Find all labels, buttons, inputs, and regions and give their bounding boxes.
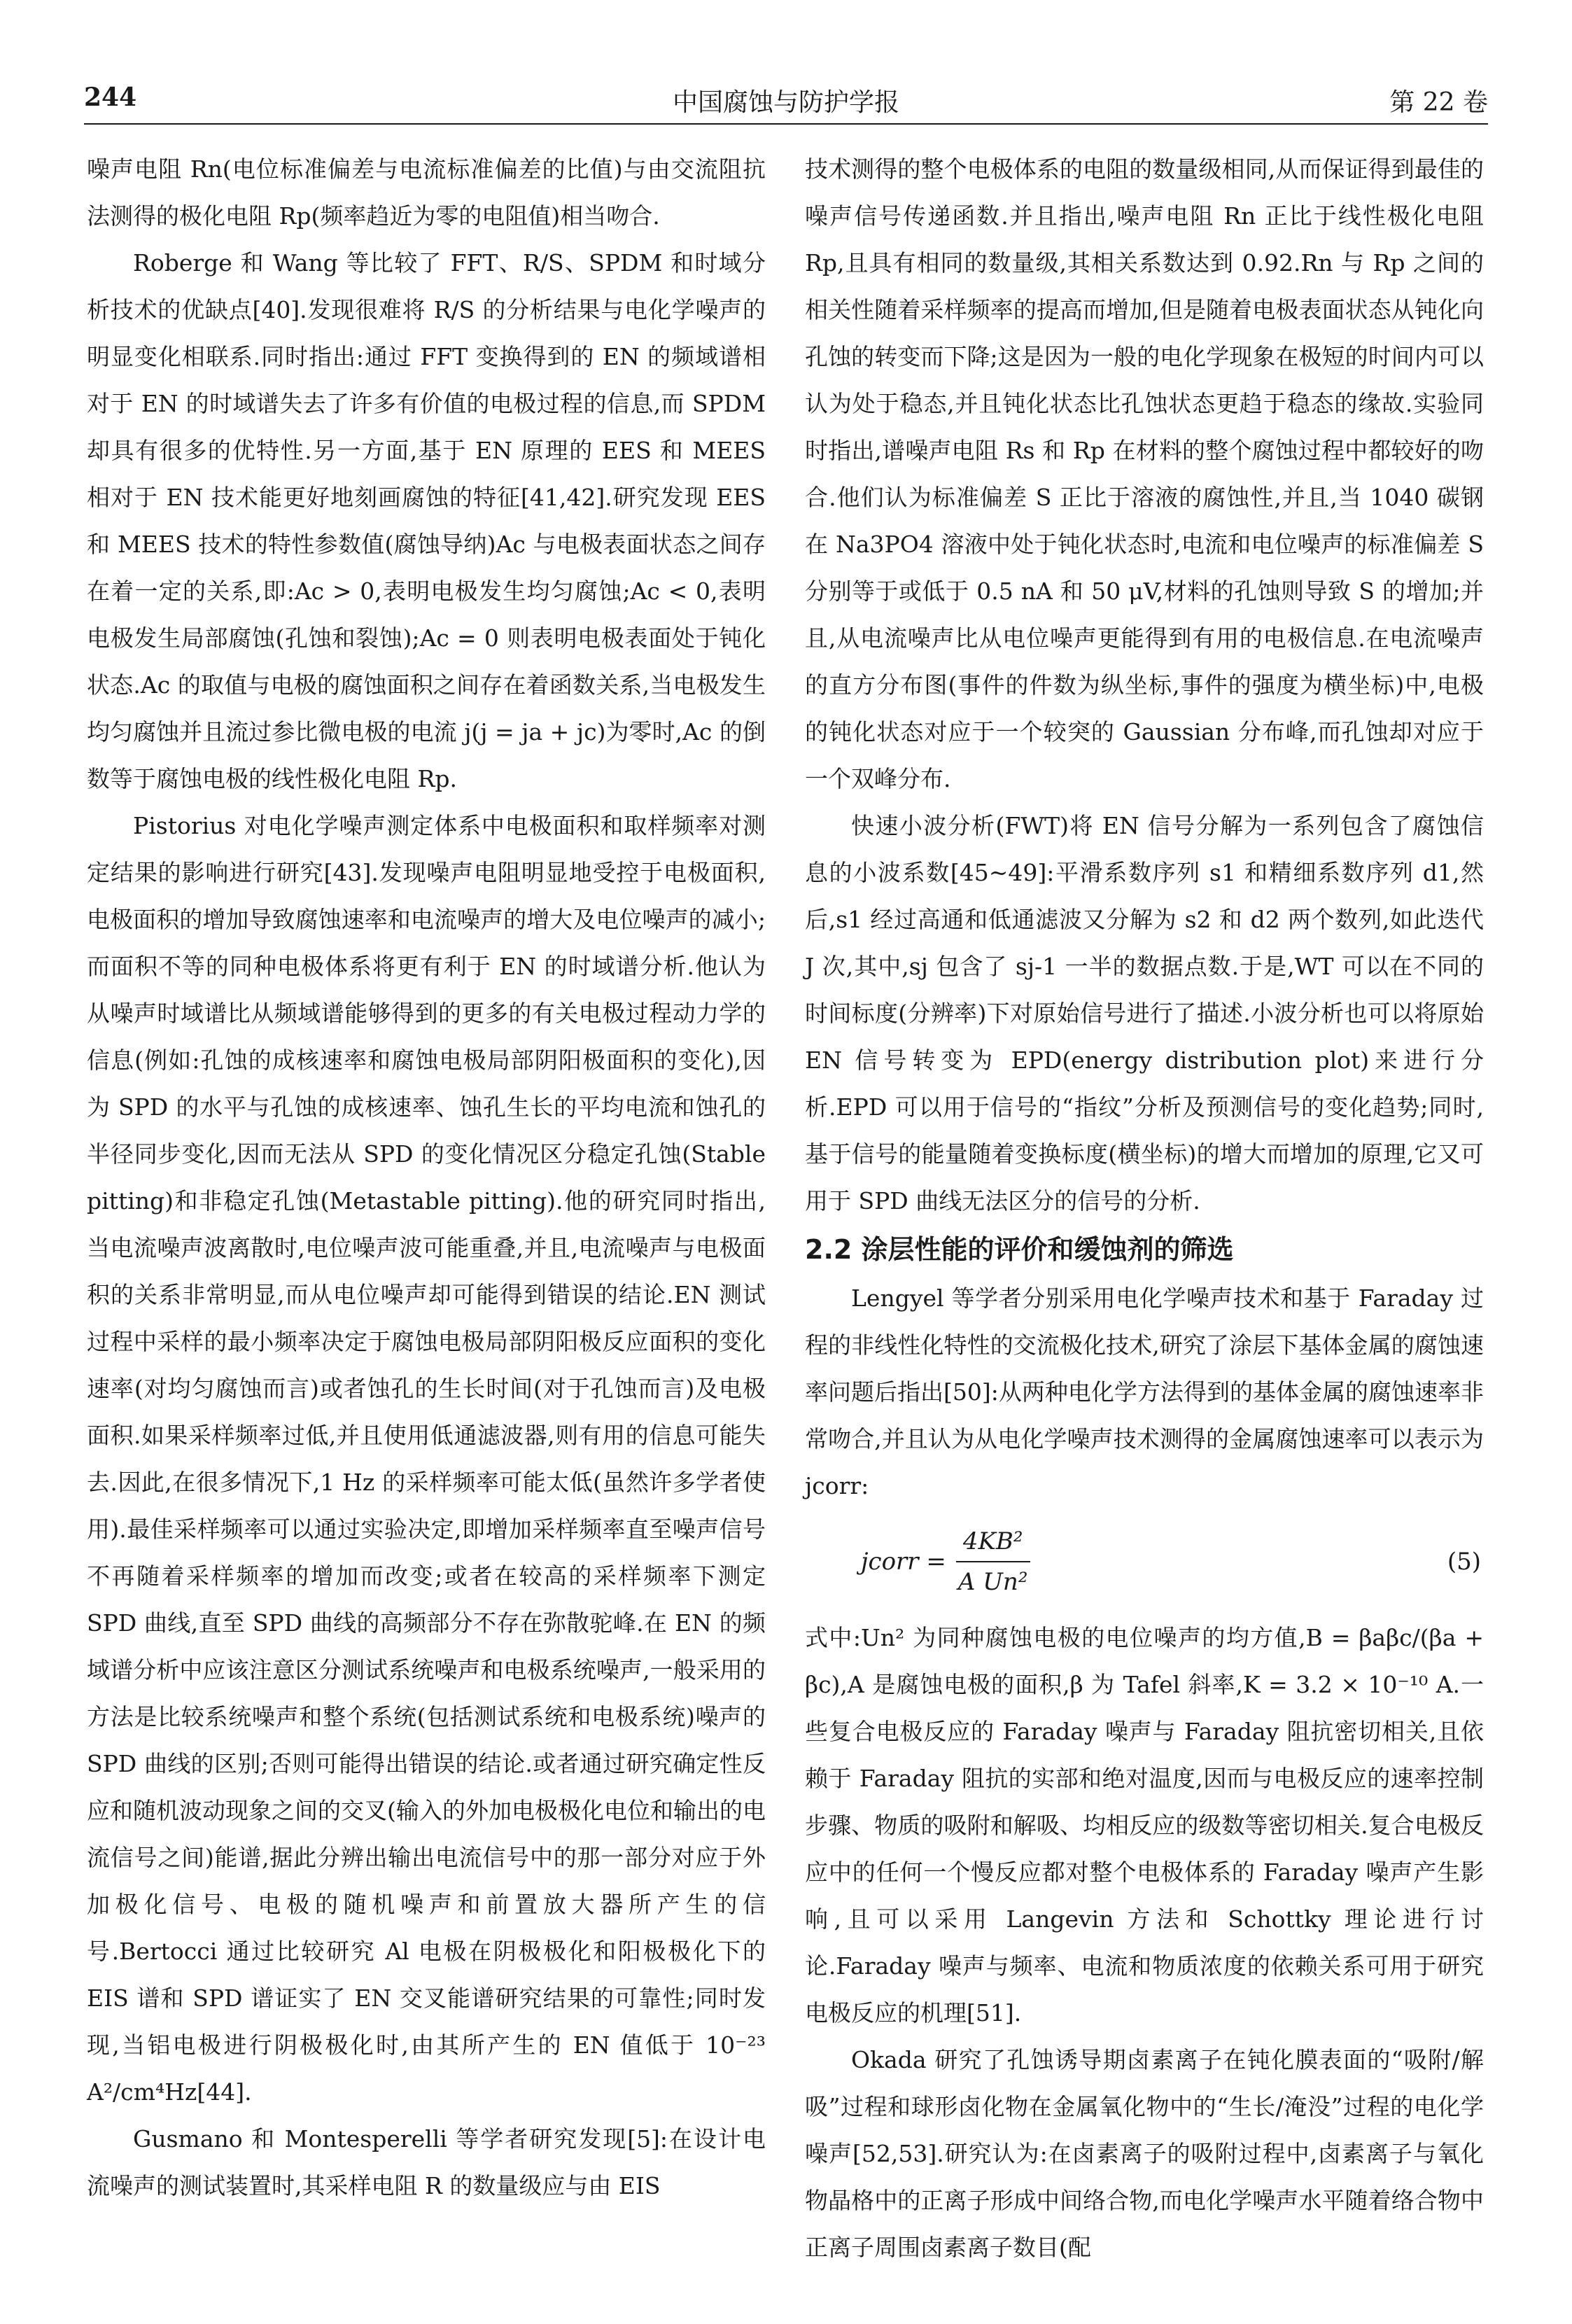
equation-5 <box>805 1509 1484 1614</box>
header-rule <box>84 123 1488 125</box>
paragraph: 噪声电阻 Rn(电位标准偏差与电流标准偏差的比值)与由交流阻抗法测得的极化电阻 Rp(频率趋近为零的电阻值)相当吻合. <box>87 155 766 230</box>
journal-title: 中国腐蚀与防护学报 <box>672 88 899 117</box>
paragraph: Gusmano 和 Montesperelli 等学者研究发现[5]:在设计电流噪声的测试装置时,其采样电阻 R 的数量级应与由 EIS <box>87 2125 766 2199</box>
running-header <box>84 83 1488 122</box>
left-column <box>87 146 766 2209</box>
paragraph: 快速小波分析(FWT)将 EN 信号分解为一系列包含了腐蚀信息的小波系数[45~49]:平滑系数序列 s1 和精细系数序列 d1,然后,s1 经过高通和低通滤波又分解为 s2 和 d2 两个数列,如此迭代 J 次,其中,sj 包含了 sj-1 一半的数据点数.于是,WT 可以在不同的时间标度(分辨率)下对原始信号进行了描述.小波分析也可以将原始 EN 信号转变为 EPD(energy distribution plot)来进行分析.EPD 可以用于信号的“指纹”分析及预测信号的变化趋势;同时,基于信号的能量随着变换标度(横坐标)的增大而增加的原理,它又可用于 SPD 曲线无法区分的信号的分析. <box>805 812 1484 1214</box>
equation-numerator: 4KB² <box>956 1522 1030 1562</box>
paragraph: 技术测得的整个电极体系的电阻的数量级相同,从而保证得到最佳的噪声信号传递函数.并且指出,噪声电阻 Rn 正比于线性极化电阻 Rp,且具有相同的数量级,其相关系数达到 0.92.Rn 与 Rp 之间的相关性随着采样频率的提高而增加,但是随着电极表面状态从钝化向孔蚀的转变而下降;这是因为一般的电化学现象在极短的时间内可以认为处于稳态,并且钝化状态比孔蚀状态更趋于稳态的缘故.实验同时指出,谱噪声电阻 Rs 和 Rp 在材料的整个腐蚀过程中都较好的吻合.他们认为标准偏差 S 正比于溶液的腐蚀性,并且,当 1040 碳钢在 Na3PO4 溶液中处于钝化状态时,电流和电位噪声的标准偏差 S 分别等于或低于 0.5 nA 和 50 μV,材料的孔蚀则导致 S 的增加;并且,从电流噪声比从电位噪声更能得到有用的电极信息.在电流噪声的直方分布图(事件的件数为纵坐标,事件的强度为横坐标)中,电极的钝化状态对应于一个较突的 Gaussian 分布峰,而孔蚀却对应于一个双峰分布. <box>805 155 1484 792</box>
equation-lhs: jcorr = <box>861 1547 946 1576</box>
section-heading: 2.2 涂层性能的评价和缓蚀剂的筛选 <box>805 1234 1234 1265</box>
equation-denominator: A Un² <box>957 1568 1028 1596</box>
equation-fraction <box>956 1522 1030 1602</box>
right-column <box>805 146 1484 2271</box>
paragraph: Pistorius 对电化学噪声测定体系中电极面积和取样频率对测定结果的影响进行研究[43].发现噪声电阻明显地受控于电极面积,电极面积的增加导致腐蚀速率和电流噪声的增大及电位噪声的减小;而面积不等的同种电极体系将更有利于 EN 的时域谱分析.他认为从噪声时域谱比从频域谱能够得到的更多的有关电极过程动力学的信息(例如:孔蚀的成核速率和腐蚀电极局部阴阳极面积的变化),因为 SPD 的水平与孔蚀的成核速率、蚀孔生长的平均电流和蚀孔的半径同步变化,因而无法从 SPD 的变化情况区分稳定孔蚀(Stable pitting)和非稳定孔蚀(Metastable pitting).他的研究同时指出,当电流噪声波离散时,电位噪声波可能重叠,并且,电流噪声与电极面积的关系非常明显,而从电位噪声却可能得到错误的结论.EN 测试过程中采样的最小频率决定于腐蚀电极局部阴阳极反应面积的变化速率(对均匀腐蚀而言)或者蚀孔的生长时间(对于孔蚀而言)及电极面积.如果采样频率过低,并且使用低通滤波器,则有用的信息可能失去.因此,在很多情况下,1 Hz 的采样频率可能太低(虽然许多学者使用).最佳采样频率可以通过实验决定,即增加采样频率直至噪声信号不再随着采样频率的增加而改变;或者在较高的采样频率下测定 SPD 曲线,直至 SPD 曲线的高频部分不存在弥散驼峰.在 EN 的频域谱分析中应该注意区分测试系统噪声和电极系统噪声,一般采用的方法是比较系统噪声和整个系统(包括测试系统和电极系统)噪声的 SPD 曲线的区别;否则可能得出错误的结论.或者通过研究确定性反应和随机波动现象之间的交叉(输入的外加电极极化电位和输出的电流信号之间)能谱,据此分辨出输出电流信号中的那一部分对应于外加极化信号、电极的随机噪声和前置放大器所产生的信号.Bertocci 通过比较研究 Al 电极在阴极极化和阳极极化下的 EIS 谱和 SPD 谱证实了 EN 交叉能谱研究结果的可靠性;同时发现,当铝电极进行阴极极化时,由其所产生的 EN 值低于 10⁻²³ A²/cm⁴Hz[44]. <box>87 812 766 2106</box>
paragraph: Lengyel 等学者分别采用电化学噪声技术和基于 Faraday 过程的非线性化特性的交流极化技术,研究了涂层下基体金属的腐蚀速率问题后指出[50]:从两种电化学方法得到的基体金属的腐蚀速率非常吻合,并且认为从电化学噪声技术测得的金属腐蚀速率可以表示为 jcorr: <box>805 1284 1484 1499</box>
volume-label: 第 22 卷 <box>1389 88 1488 117</box>
page-number: 244 <box>84 83 137 112</box>
paragraph: 式中:Un² 为同种腐蚀电极的电位噪声的均方值,B = βaβc/(βa + βc),A 是腐蚀电极的面积,β 为 Tafel 斜率,K = 3.2 × 10⁻¹⁰ A.一些复合电极反应的 Faraday 噪声与 Faraday 阻抗密切相关,且依赖于 Faraday 阻抗的实部和绝对温度,因而与电极反应的速率控制步骤、物质的吸附和解吸、均相反应的级数等密切相关.复合电极反应中的任何一个慢反应都对整个电极体系的 Faraday 噪声产生影响,且可以采用 Langevin 方法和 Schottky 理论进行讨论.Faraday 噪声与频率、电流和物质浓度的依赖关系可用于研究电极反应的机理[51]. <box>805 1624 1485 2026</box>
paragraph: Okada 研究了孔蚀诱导期卤素离子在钝化膜表面的“吸附/解吸”过程和球形卤化物在金属氧化物中的“生长/淹没”过程的电化学噪声[52,53].研究认为:在卤素离子的吸附过程中,卤素离子与氧化物晶格中的正离子形成中间络合物,而电化学噪声水平随着络合物中正离子周围卤素离子数目(配 <box>805 2046 1484 2261</box>
paragraph: Roberge 和 Wang 等比较了 FFT、R/S、SPDM 和时域分析技术的优缺点[40].发现很难将 R/S 的分析结果与电化学噪声的明显变化相联系.同时指出:通过 FFT 变换得到的 EN 的频域谱相对于 EN 的时域谱失去了许多有价值的电极过程的信息,而 SPDM 却具有很多的优特性.另一方面,基于 EN 原理的 EES 和 MEES 相对于 EN 技术能更好地刻画腐蚀的特征[41,42].研究发现 EES 和 MEES 技术的特性参数值(腐蚀导纳)Ac 与电极表面状态之间存在着一定的关系,即:Ac > 0,表明电极发生均匀腐蚀;Ac < 0,表明电极发生局部腐蚀(孔蚀和裂蚀);Ac = 0 则表明电极表面处于钝化状态.Ac 的取值与电极的腐蚀面积之间存在着函数关系,当电极发生均匀腐蚀并且流过参比微电极的电流 j(j = ja + jc)为零时,Ac 的倒数等于腐蚀电极的线性极化电阻 Rp. <box>87 249 766 792</box>
equation-number: (5) <box>1447 1547 1481 1576</box>
